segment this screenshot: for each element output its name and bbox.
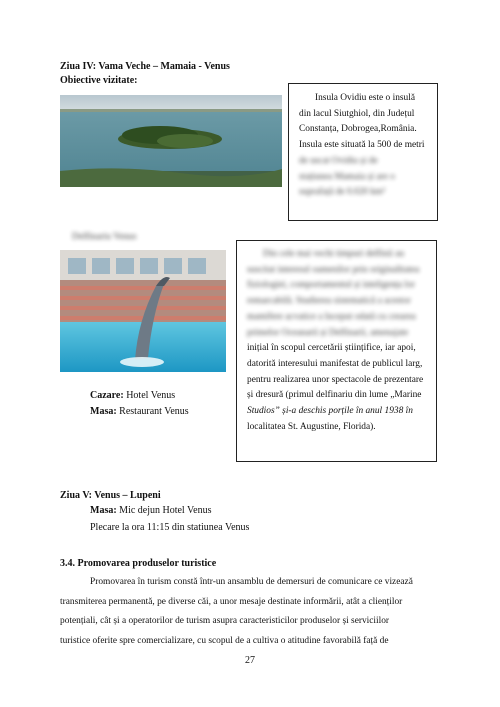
cazare-value: Hotel Venus [126,390,176,401]
delfinariu-blurred-line: remarcabilă. Studierea sistematică a acestor [247,296,411,307]
delfinariu-line: Studios” și-a deschis porțile în anul 1938 în [247,406,413,417]
day5-masa-value: Mic dejun Hotel Venus [119,505,212,516]
delfinariu-line: inițial în scopul cercetării științifice, iar apoi, [247,343,416,354]
dolphin-photo [60,250,226,372]
ovidiu-line: Insula Ovidiu este o insulă [315,93,415,103]
masa-value: Restaurant Venus [119,406,189,417]
section-line: transmiterea permanentă, pe diverse căi, a unor mesaje destinate informării, atât a clienților [60,596,403,607]
ovidiu-line: suprafață de 0.020 km² [299,187,386,198]
day5-departure: Plecare la ora 11:15 din statiunea Venus [90,522,250,533]
masa-label: Masa: [90,406,117,417]
page-number: 27 [245,655,255,666]
section-heading: 3.4. Promovarea produselor turistice [60,558,217,569]
day5-masa-label: Masa: [90,505,117,516]
delfinariu-line: pentru realizarea unor spectacole de prezentare [247,374,424,385]
delfinariu-line: localitatea St. Augustine, Florida). [247,421,376,432]
section-paragraph [60,573,440,651]
section-line: turistice oferite spre comercializare, cu scopul de a cultiva o atitudine favorabilă față de [60,635,389,646]
ovidiu-line: Insula este situată la 500 de metri [299,140,425,151]
ovidiu-line: Constanța, Dobrogea,România. [299,124,417,135]
accommodation-row [90,389,175,403]
section-line: Promovarea în turism constă într-un ansamblu de demersuri de comunicare ce vizează [90,577,413,587]
day5-title: Ziua V: Venus – Lupeni [60,490,161,501]
ovidiu-line: stațiunea Mamaia și are o [299,171,395,182]
objectives-label: Obiective vizitate: [60,75,138,86]
ovidiu-line: din lacul Siutghiol, din Județul [299,108,415,119]
section-line: potențiali, cât și a operatorilor de turism asupra caracteristicilor produselor și serviciilor [60,616,390,626]
delfinariu-description-box [236,240,437,462]
cazare-label: Cazare: [90,390,124,401]
ovidiu-description [299,91,429,201]
delfinariu-blurred-line: Din cele mai vechi timpuri delfinii au [263,249,405,259]
delfinariu-line: și dresură (primul delfinariu din lume „Marine [247,390,422,401]
delfinariu-caption: Delfinariu Venus [72,232,137,242]
day4-title: Ziua IV: Vama Veche – Mamaia - Venus [60,61,230,72]
delfinariu-line: datorită interesului manifestat de publicul larg, [247,358,423,369]
delfinariu-description [247,247,428,435]
day5-meal-row [90,504,211,518]
meal-row [90,405,189,419]
ovidiu-line: de uscat Ovidiu și de [299,155,378,166]
island-photo [60,95,282,187]
delfinariu-blurred-line: suscitat interesul oamenilor prin originalitatea [247,264,420,275]
delfinariu-blurred-line: fiziologiei, comportamentul și inteligența lor [247,280,415,291]
ovidiu-description-box [288,83,438,221]
delfinariu-blurred-line: primelor Oceanarii și Delfinarii, amenajate [247,327,409,338]
delfinariu-blurred-line: mamifere acvatice a început odată cu crearea [247,311,416,322]
